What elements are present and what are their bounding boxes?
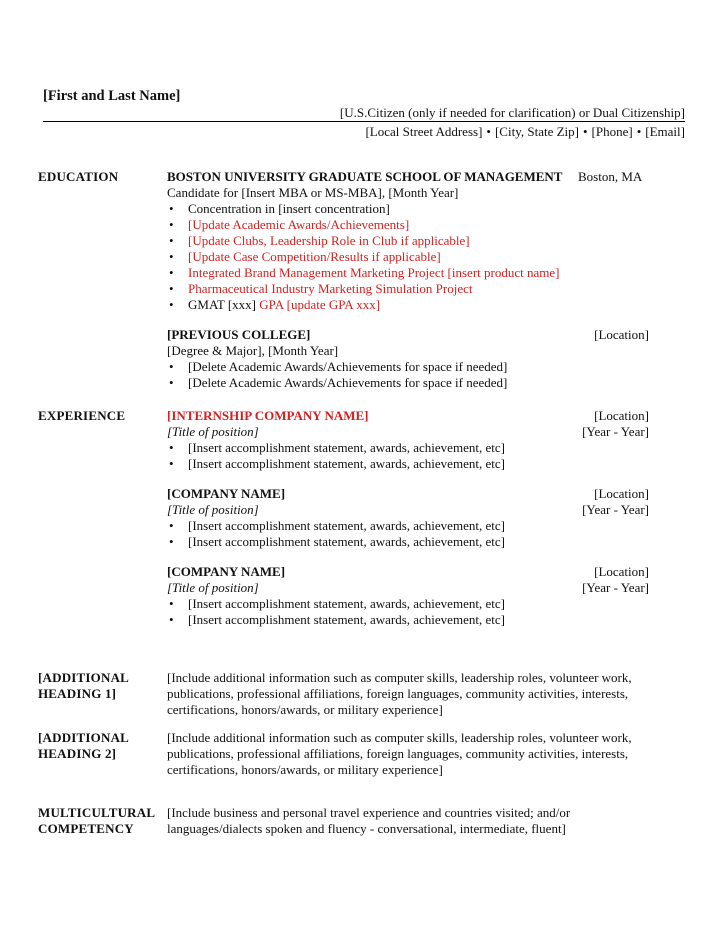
full-name: [First and Last Name] xyxy=(43,88,181,104)
job-bullets xyxy=(167,596,649,628)
header-divider xyxy=(43,121,685,122)
list-item: • [Update Case Competition/Results if applicable] xyxy=(169,249,441,264)
experience-body xyxy=(167,408,649,642)
previous-college-name: [PREVIOUS COLLEGE] xyxy=(167,327,311,342)
additional-1-text: [Include additional information such as computer skills, leadership roles, volunteer work, publications, professional affiliations, foreign languages, community activities, interests, certifications, honors/awards, or military experience] xyxy=(167,670,632,717)
job-bullets xyxy=(167,518,649,550)
job-entry xyxy=(167,486,649,550)
list-item: • Pharmaceutical Industry Marketing Simulation Project xyxy=(169,281,473,296)
list-item: • [Delete Academic Awards/Achievements for space if needed] xyxy=(169,359,508,374)
additional-2-text: [Include additional information such as computer skills, leadership roles, volunteer work, publications, professional affiliations, foreign languages, community activities, interests, certifications, honors/awards, or military experience] xyxy=(167,730,632,777)
list-item: • [Update Academic Awards/Achievements] xyxy=(169,217,410,232)
bullet-separator: • xyxy=(486,124,491,139)
job-title: [Title of position] xyxy=(167,502,259,517)
job-location: [Location] xyxy=(594,564,649,579)
list-item: • [Insert accomplishment statement, awards, achievement, etc] xyxy=(169,596,505,611)
school-location: Boston, MA xyxy=(578,169,643,184)
citizenship-line: [U.S.Citizen (only if needed for clarification) or Dual Citizenship] xyxy=(339,105,685,120)
previous-college-location: [Location] xyxy=(594,327,649,342)
job-dates: [Year - Year] xyxy=(582,502,649,517)
job-title: [Title of position] xyxy=(167,424,259,439)
list-item: • [Insert accomplishment statement, awards, achievement, etc] xyxy=(169,518,505,533)
job-title: [Title of position] xyxy=(167,580,259,595)
job-entry xyxy=(167,564,649,628)
contact-line xyxy=(365,124,685,140)
contact-phone: [Phone] xyxy=(591,124,633,139)
multicultural-text: [Include business and personal travel experience and countries visited; and/or languages/dialects spoken and fluency - conversational, intermediate, fluent] xyxy=(167,805,571,836)
education-entry-bu xyxy=(167,169,649,313)
list-item: • [Delete Academic Awards/Achievements for space if needed] xyxy=(169,375,508,390)
gmat-score: GMAT [xxx] xyxy=(188,297,257,312)
job-location: [Location] xyxy=(594,486,649,501)
list-item: • Integrated Brand Management Marketing Project [insert product name] xyxy=(169,265,560,280)
contact-address: [Local Street Address] xyxy=(365,124,483,139)
list-item: • [Insert accomplishment statement, awards, achievement, etc] xyxy=(169,534,505,549)
job-location: [Location] xyxy=(594,408,649,423)
job-bullets xyxy=(167,440,649,472)
section-heading-experience: EXPERIENCE xyxy=(38,408,126,423)
list-item: • Concentration in [insert concentration] xyxy=(169,201,390,216)
list-item: • [Insert accomplishment statement, awards, achievement, etc] xyxy=(169,456,505,471)
list-item: • GMAT [xxx] GPA [update GPA xxx] xyxy=(169,297,381,312)
company-name: [COMPANY NAME] xyxy=(167,564,286,579)
school-name: BOSTON UNIVERSITY GRADUATE SCHOOL OF MANAGEMENT xyxy=(167,169,563,184)
list-item: • [Insert accomplishment statement, awards, achievement, etc] xyxy=(169,440,505,455)
job-dates: [Year - Year] xyxy=(582,580,649,595)
section-heading-education: EDUCATION xyxy=(38,169,119,184)
company-name: [INTERNSHIP COMPANY NAME] xyxy=(167,408,369,423)
bullet-separator: • xyxy=(636,124,642,139)
section-heading-additional-1: [ADDITIONAL HEADING 1] xyxy=(38,670,130,701)
previous-degree-line: [Degree & Major], [Month Year] xyxy=(167,343,339,358)
education-entry-previous xyxy=(167,327,649,391)
gpa-score: GPA [update GPA xxx] xyxy=(259,297,381,312)
contact-city: [City, State Zip] xyxy=(494,124,579,139)
degree-line: Candidate for [Insert MBA or MS-MBA], [Month Year] xyxy=(167,185,459,200)
job-dates: [Year - Year] xyxy=(582,424,649,439)
education-bullets xyxy=(167,201,649,313)
list-item: • [Update Clubs, Leadership Role in Club if applicable] xyxy=(169,233,470,248)
company-name: [COMPANY NAME] xyxy=(167,486,286,501)
bullet-separator: • xyxy=(582,124,588,139)
contact-email: [Email] xyxy=(645,124,685,139)
section-heading-multicultural: MULTICULTURAL COMPETENCY xyxy=(38,805,156,836)
previous-bullets xyxy=(167,359,649,391)
job-entry xyxy=(167,408,649,472)
section-heading-additional-2: [ADDITIONAL HEADING 2] xyxy=(38,730,130,761)
list-item: • [Insert accomplishment statement, awards, achievement, etc] xyxy=(169,612,505,627)
education-body xyxy=(167,169,649,405)
